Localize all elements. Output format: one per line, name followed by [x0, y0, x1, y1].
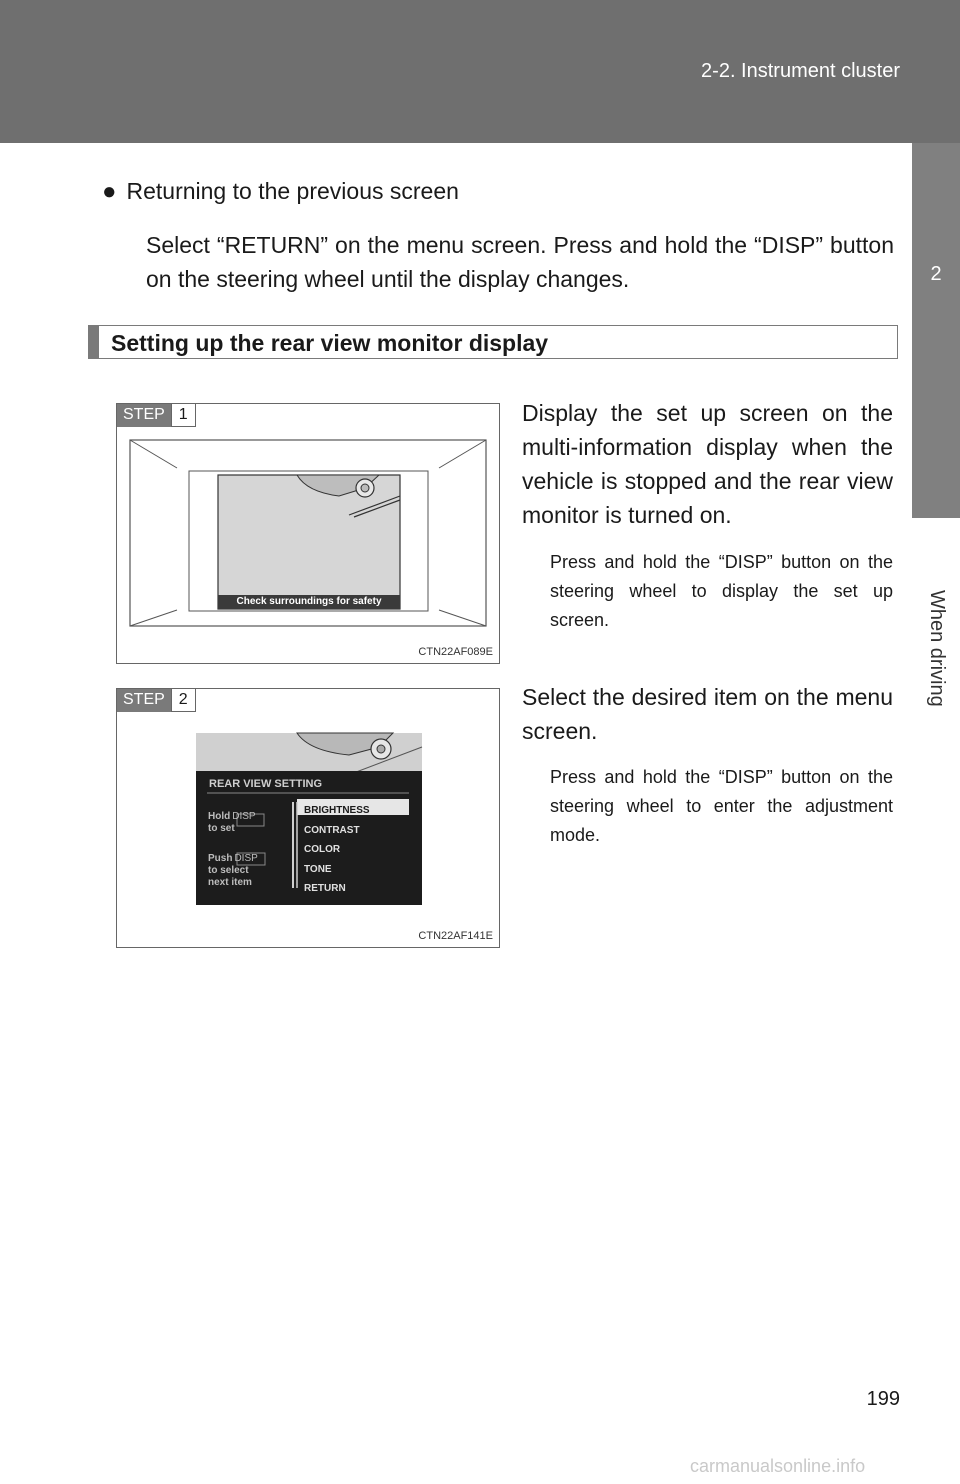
step2-label: STEP: [117, 689, 171, 712]
chapter-title: 2-2. Instrument cluster: [701, 60, 900, 82]
menu-item-return: RETURN: [304, 883, 346, 894]
screen-caption: Check surroundings for safety: [236, 596, 382, 607]
menu-item-color: COLOR: [304, 844, 341, 855]
menu-item-brightness: BRIGHTNESS: [304, 805, 370, 816]
hold-sub: to set: [208, 823, 235, 834]
step1-text: Display the set up screen on the multi-information display when the vehicle is stopped and the rear view monitor is turned on.: [522, 400, 893, 528]
hold-label: Hold: [208, 811, 231, 822]
section-heading: [88, 325, 898, 359]
disp-key-2: DISP: [234, 853, 258, 864]
page-header: [0, 0, 960, 143]
disp-key-1: DISP: [232, 811, 256, 822]
step1-figure: [116, 403, 500, 664]
figure1-code: CTN22AF089E: [418, 646, 493, 658]
push-label: Push: [208, 853, 233, 864]
section-heading-bar: [89, 326, 99, 358]
bullet-title: Returning to the previous screen: [126, 178, 459, 204]
push-instruction: [208, 853, 258, 889]
chapter-tab-label: When driving: [926, 590, 948, 707]
bullet-heading: [102, 178, 459, 206]
bullet-body: Select “RETURN” on the menu screen. Press and hold the “DISP” button on the steering wheel until the display changes.: [146, 232, 894, 292]
step2-text: Select the desired item on the menu screen.: [522, 684, 893, 744]
step1-note: Press and hold the “DISP” button on the steering wheel to display the set up screen.: [550, 552, 893, 630]
step1-label: STEP: [117, 404, 171, 427]
figure2-code: CTN22AF141E: [418, 930, 493, 942]
page-number: 199: [866, 1388, 900, 1410]
menu-items: [304, 801, 370, 899]
push-sub-1: to select: [208, 865, 249, 876]
step2-number: 2: [171, 689, 196, 712]
step1-number: 1: [171, 404, 196, 427]
rear-view-display-illustration: [117, 404, 499, 663]
menu-item-contrast: CONTRAST: [304, 824, 360, 836]
menu-title: REAR VIEW SETTING: [209, 778, 323, 790]
step2-note: Press and hold the “DISP” button on the steering wheel to enter the adjustment mode.: [550, 767, 893, 845]
hold-instruction: [208, 811, 256, 835]
chapter-tab: [912, 143, 960, 518]
section-title: Setting up the rear view monitor display: [111, 330, 549, 356]
chapter-tab-number: 2: [930, 263, 942, 285]
step2-figure: [116, 688, 500, 948]
bullet-icon: ●: [102, 178, 117, 205]
menu-item-tone: TONE: [304, 863, 332, 875]
push-sub-2: next item: [208, 877, 252, 888]
watermark: carmanualsonline.info: [690, 1456, 866, 1476]
